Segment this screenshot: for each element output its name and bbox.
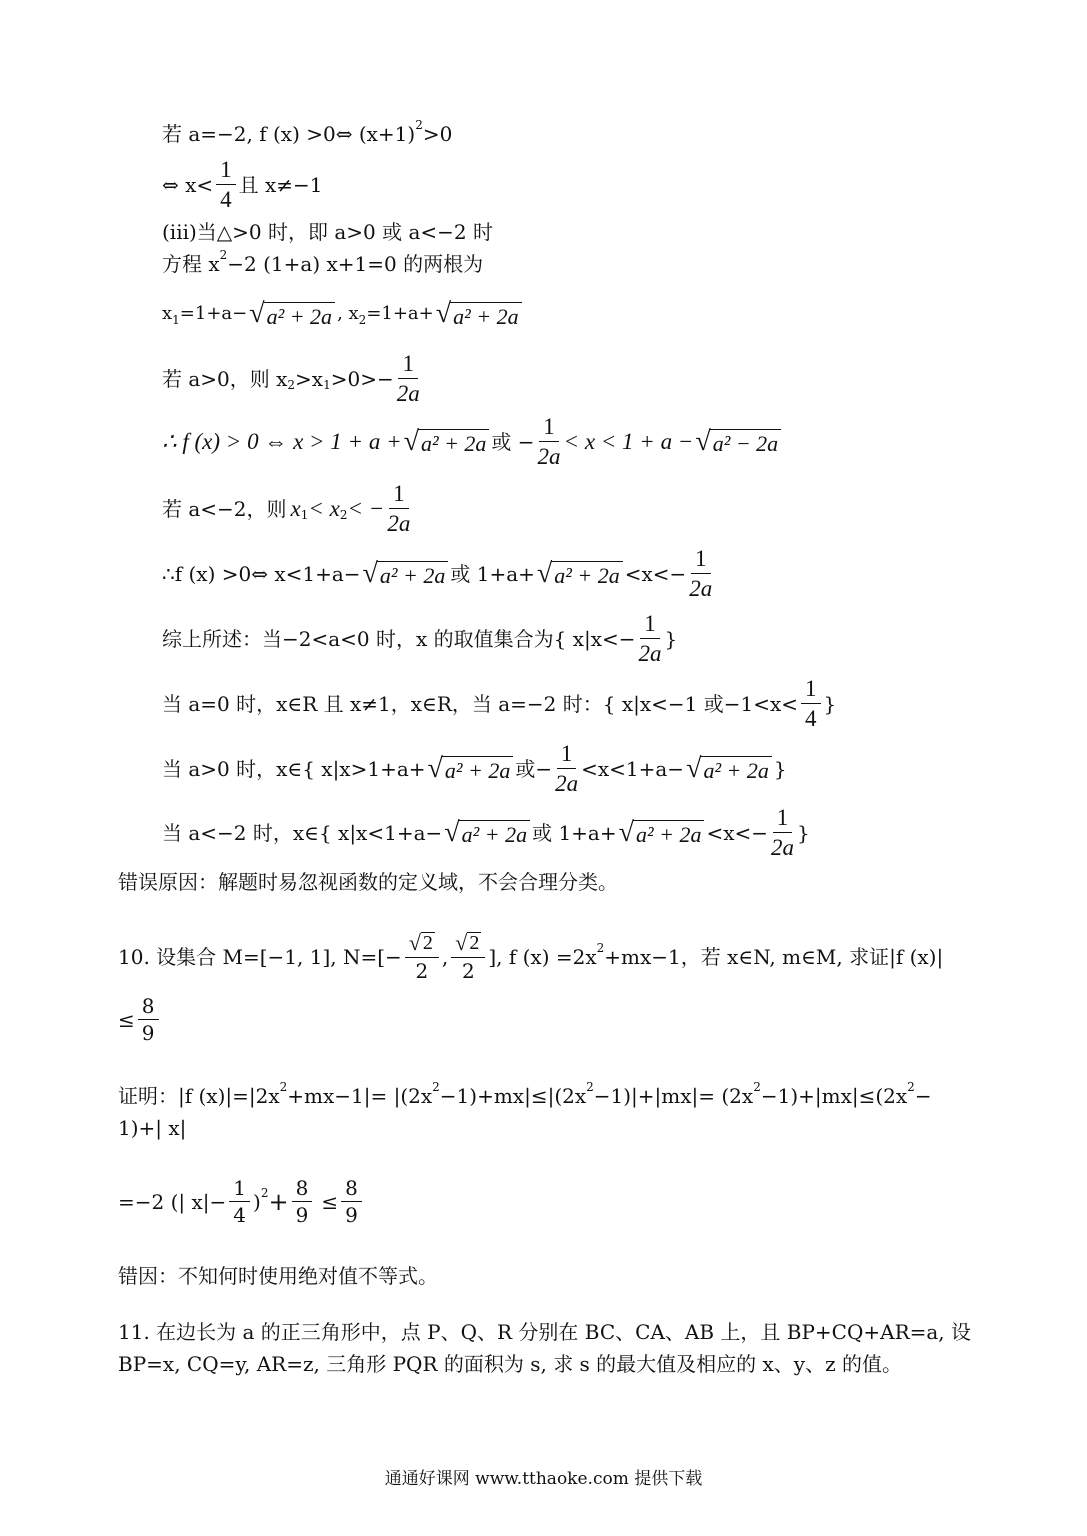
proof-line-2 [118, 1118, 186, 1138]
fraction [397, 352, 420, 405]
radicand: 2 [422, 932, 433, 954]
proof-line-1 [118, 1080, 932, 1108]
text: ≤ [118, 1007, 135, 1032]
text: −1)+|mx|≤(2x [760, 1084, 908, 1108]
fraction-sqrt2-over-2 [405, 932, 439, 981]
sqrt-expression [686, 752, 772, 784]
denominator: 2a [396, 381, 420, 406]
question-10-bound [118, 996, 162, 1043]
denominator: 2a [387, 511, 411, 536]
text: 当 a=0 时，x∈R 且 x≠1，x∈R，当 a=−2 时：{ x|x<−1 或−1<x< [162, 691, 799, 716]
subscript: 2 [358, 313, 367, 327]
denominator: 9 [345, 1203, 358, 1227]
fraction [639, 612, 662, 665]
radical-sign: √ [408, 930, 421, 955]
sqrt-expression [249, 300, 335, 328]
numerator: 8 [292, 1178, 313, 1202]
radicand: a² + 2a [450, 302, 521, 328]
math-text: x [290, 496, 301, 521]
fraction [341, 1178, 362, 1225]
text: , [441, 944, 449, 969]
radical-sign: √ [686, 752, 702, 784]
text: =1+a− [179, 303, 248, 324]
line-case-iii [162, 222, 493, 242]
numerator: 1 [216, 158, 236, 185]
sqrt-expression [403, 425, 490, 457]
fraction [538, 415, 561, 468]
error-reason-1 [118, 872, 618, 892]
text: ) [253, 1189, 261, 1214]
sqrt-expression [536, 557, 623, 589]
denominator: 4 [805, 706, 817, 731]
text: 当 a>0 时，x∈{ x|x>1+a+ [162, 756, 426, 781]
fraction [771, 806, 794, 859]
numerator: 8 [138, 996, 159, 1020]
text: ∴f (x) >0⇔ x<1+a− [162, 561, 361, 586]
superscript: 2 [279, 1080, 288, 1094]
error-reason-2 [118, 1266, 438, 1286]
text: 若 a>0，则 x [162, 366, 288, 391]
sqrt-expression [436, 300, 522, 328]
radicand: a² + 2a [459, 820, 530, 846]
text: 若 a=−2, f (x) >0⇔ (x+1) [162, 122, 416, 146]
denominator: 2a [771, 835, 795, 860]
numerator: 1 [557, 742, 577, 769]
line-a-pos-set [162, 742, 787, 795]
proof-line-3 [118, 1178, 365, 1225]
text: 证明：|f (x)|=|2x [118, 1084, 280, 1108]
fraction [138, 996, 159, 1043]
superscript: 2 [907, 1080, 915, 1094]
radicand: a² + 2a [418, 429, 489, 455]
denominator: 4 [220, 187, 232, 212]
denominator: 2a [638, 641, 662, 666]
sqrt-expression [695, 425, 781, 457]
superscript: 2 [432, 1080, 440, 1094]
superscript: 2 [219, 248, 228, 262]
radical-sign: √ [249, 298, 265, 329]
text: 1)+| x| [118, 1116, 187, 1140]
text: +mx−1|= |(2x [287, 1084, 433, 1108]
line-therefore-a-pos [162, 415, 783, 468]
sqrt-expression [618, 816, 705, 848]
text: >0>− [330, 366, 394, 391]
subscript: 1 [323, 377, 331, 392]
text: } [823, 691, 837, 716]
fraction [216, 158, 236, 211]
radicand: 2 [469, 932, 480, 954]
radical-sign: √ [618, 816, 634, 848]
text: >x [295, 366, 324, 391]
line-therefore-a-lt-neg2 [162, 547, 715, 600]
radicand: a² + 2a [377, 561, 448, 587]
numerator: 1 [773, 806, 793, 833]
denominator: 2 [461, 959, 475, 983]
text: −1)+mx|≤|(2x [439, 1084, 587, 1108]
text: 10. 设集合 M=[−1, 1], N=[− [118, 944, 402, 969]
radical-sign: √ [695, 425, 711, 457]
radicand: a² − 2a [710, 429, 781, 455]
denominator: 2a [537, 444, 561, 469]
denominator: 2 [415, 959, 429, 983]
radical-sign: √ [455, 930, 468, 955]
superscript: 2 [260, 1185, 269, 1200]
line-equiv-x-lt-quarter [162, 158, 323, 211]
text: 或 1+a+ [532, 820, 617, 845]
subscript: 1 [300, 507, 309, 522]
text: (iii)当△>0 时，即 a>0 或 a<−2 时 [162, 220, 494, 244]
numerator: 8 [341, 1178, 362, 1202]
denominator: 9 [295, 1203, 309, 1227]
text: BP=x, CQ=y, AR=z, 三角形 PQR 的面积为 s, 求 s 的最大值及相应的 x、y、z 的值。 [118, 1352, 903, 1376]
numerator: 1 [389, 482, 409, 509]
line-a-zero [162, 677, 836, 730]
text: 错误原因：解题时易忽视函数的定义域，不会合理分类。 [118, 870, 618, 894]
superscript: 2 [596, 940, 605, 955]
text: −1)|+|mx|= (2x [593, 1084, 754, 1108]
numerator: 1 [539, 415, 559, 442]
numerator [451, 932, 485, 958]
radicand: a² + 2a [700, 756, 771, 782]
line-case-a-neg2 [162, 118, 453, 146]
radical-sign: √ [362, 557, 378, 589]
text: } [773, 756, 787, 781]
text: +mx−1，若 x∈N, m∈M, 求证|f (x)| [604, 944, 944, 969]
text: ⇔ x< [162, 172, 214, 197]
text: } [797, 820, 810, 845]
text: <x<− [624, 561, 687, 586]
sqrt-expression [444, 816, 530, 848]
radical-sign: √ [444, 816, 460, 848]
subscript: 2 [339, 507, 348, 522]
sqrt-expression [362, 557, 449, 589]
line-case-a-pos [162, 352, 423, 405]
text: >0 [422, 122, 453, 146]
math-text: < x [308, 496, 340, 521]
superscript: 2 [753, 1080, 761, 1094]
text: 方程 x [162, 252, 220, 276]
superscript: 2 [586, 1080, 594, 1094]
math-text: < − [347, 496, 385, 521]
text: ≤ [321, 1189, 339, 1214]
radical-sign: √ [435, 298, 452, 329]
fraction [555, 742, 578, 795]
numerator: 1 [229, 1178, 250, 1202]
fraction [689, 547, 712, 600]
question-10 [118, 932, 943, 981]
numerator: 1 [398, 352, 418, 379]
fraction [801, 677, 821, 730]
numerator: 1 [691, 547, 711, 574]
text: − [914, 1084, 932, 1108]
text: 或 1+a+ [450, 561, 535, 586]
sqrt-expression [427, 752, 514, 784]
line-roots-x1-x2 [162, 300, 524, 328]
fraction-sqrt2-over-2 [451, 932, 485, 981]
text: , x [337, 303, 359, 324]
fraction [229, 1178, 250, 1225]
line-summary [162, 612, 677, 665]
line-case-a-lt-neg2 [162, 482, 413, 535]
text: 且 x≠−1 [238, 172, 323, 197]
text: 11. 在边长为 a 的正三角形中，点 P、Q、R 分别在 BC、CA、AB 上，且 BP+CQ+AR=a, 设 [118, 1320, 972, 1344]
text: <x<1+a− [581, 756, 685, 781]
numerator: 1 [801, 677, 821, 704]
subscript: 1 [172, 313, 180, 327]
radicand: a² + 2a [551, 561, 622, 587]
radical-sign: √ [536, 557, 553, 589]
fraction [387, 482, 410, 535]
denominator: 2a [555, 771, 579, 796]
text: −2 (1+a) x+1=0 的两根为 [227, 252, 484, 276]
subscript: 2 [287, 377, 296, 392]
radical-sign: √ [427, 752, 443, 784]
text: =−2 (| x|− [118, 1189, 227, 1214]
math-text: < x < 1 + a − [563, 429, 694, 454]
text: =1+a+ [366, 303, 434, 324]
text: + [268, 1187, 289, 1216]
numerator: 1 [640, 612, 660, 639]
line-a-lt-neg2-set [162, 806, 810, 859]
radicand: a² + 2a [442, 756, 513, 782]
denominator: 2a [689, 576, 713, 601]
text: <x<− [706, 820, 769, 845]
denominator: 4 [233, 1203, 247, 1227]
text: 或− [515, 756, 553, 781]
radical-sign: √ [403, 425, 419, 457]
math-text: ∴ f (x) > 0 ⇔ x > 1 + a + [162, 429, 402, 454]
text: x [162, 303, 173, 324]
radicand: a² + 2a [633, 820, 704, 846]
question-11-line-2 [118, 1354, 902, 1374]
fraction [292, 1178, 313, 1225]
question-11-line-1 [118, 1322, 971, 1342]
text: 或 − [491, 429, 535, 454]
text: ], f (x) =2x [488, 944, 597, 969]
text: 若 a<−2，则 [162, 496, 287, 521]
superscript: 2 [415, 118, 423, 132]
line-equation-roots [162, 248, 484, 276]
text: } [664, 626, 678, 651]
page-footer: 通通好课网 www.tthaoke.com 提供下载 [384, 1469, 703, 1489]
numerator [405, 932, 439, 958]
radicand: a² + 2a [264, 302, 335, 328]
text: 当 a<−2 时，x∈{ x|x<1+a− [162, 820, 443, 845]
denominator: 9 [141, 1021, 155, 1045]
text: 错因：不知何时使用绝对值不等式。 [118, 1264, 438, 1288]
text: 综上所述：当−2<a<0 时，x 的取值集合为{ x|x<− [162, 626, 636, 651]
